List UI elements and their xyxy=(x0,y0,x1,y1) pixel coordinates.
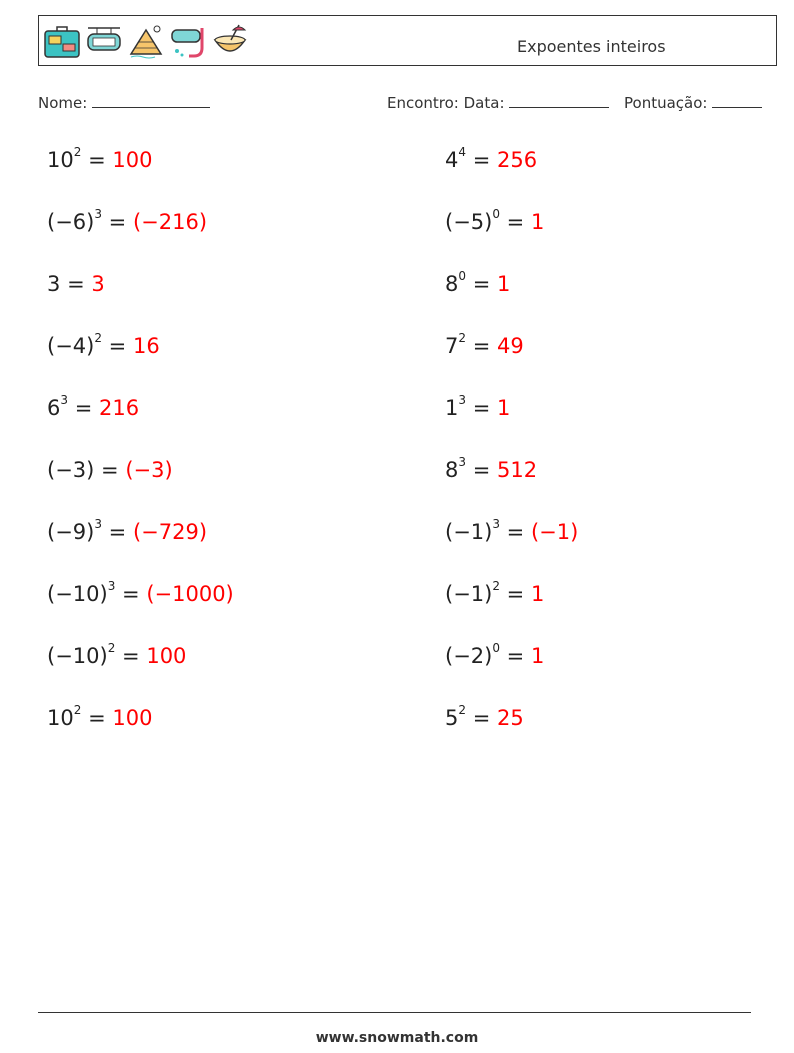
problem-base: 10 xyxy=(47,148,74,172)
problem-base: 6 xyxy=(47,396,61,420)
worksheet-title: Expoentes inteiros xyxy=(517,37,666,56)
problem-answer: 100 xyxy=(112,706,153,730)
problem-base: (−6) xyxy=(47,210,95,234)
header-icons xyxy=(43,22,249,60)
problem-answer: 1 xyxy=(530,644,545,668)
problem-answer: 16 xyxy=(132,334,160,358)
problem-answer: 216 xyxy=(99,396,140,420)
name-blank[interactable] xyxy=(92,93,210,108)
problem-item xyxy=(47,331,160,358)
problem-answer: 100 xyxy=(146,644,187,668)
footer-url: www.snowmath.com xyxy=(315,1030,479,1046)
problem-answer: (−3) xyxy=(125,458,173,482)
problem-base: (−10) xyxy=(47,644,108,668)
equals-sign: = xyxy=(472,272,491,296)
header-box xyxy=(38,15,777,66)
problem-item xyxy=(445,703,524,730)
equals-sign: = xyxy=(472,706,491,730)
problem-base: (−9) xyxy=(47,520,95,544)
problem-base: 4 xyxy=(445,148,459,172)
problem-item xyxy=(445,145,538,172)
problem-exponent: 0 xyxy=(458,269,467,283)
footer-divider xyxy=(38,1012,751,1013)
problem-exponent: 3 xyxy=(60,393,69,407)
problem-base: (−10) xyxy=(47,582,108,606)
problem-exponent: 3 xyxy=(94,517,102,531)
equals-sign: = xyxy=(506,520,525,544)
equals-sign: = xyxy=(472,148,491,172)
problem-answer: 1 xyxy=(530,210,545,234)
snorkel-icon xyxy=(169,22,207,60)
problem-item xyxy=(445,517,579,544)
score-label: Pontuação: xyxy=(624,94,708,112)
equals-sign: = xyxy=(472,396,491,420)
problem-item xyxy=(445,579,545,606)
equals-sign: = xyxy=(506,582,525,606)
suitcase-icon xyxy=(43,22,81,60)
equals-sign: = xyxy=(122,582,140,606)
problem-answer: (−1) xyxy=(530,520,579,544)
equals-sign: = xyxy=(74,396,93,420)
problem-exponent: 3 xyxy=(492,517,500,531)
pyramid-icon xyxy=(127,22,165,60)
problem-base: (−5) xyxy=(445,210,493,234)
equals-sign: = xyxy=(101,458,119,482)
problem-base: 8 xyxy=(445,272,459,296)
problem-item xyxy=(47,458,173,482)
problem-answer: (−729) xyxy=(132,520,208,544)
problem-exponent: 2 xyxy=(94,331,102,345)
score-field xyxy=(624,93,762,112)
problem-exponent: 2 xyxy=(458,331,467,345)
problem-item xyxy=(47,641,187,668)
problem-answer: 512 xyxy=(497,458,538,482)
problem-exponent: 0 xyxy=(492,641,500,655)
problem-exponent: 3 xyxy=(94,207,102,221)
name-field xyxy=(38,93,210,112)
problem-answer: 1 xyxy=(530,582,545,606)
problem-item xyxy=(47,393,140,420)
problem-answer: (−1000) xyxy=(146,582,234,606)
problem-item xyxy=(47,517,208,544)
coconut-drink-icon xyxy=(211,22,249,60)
problem-base: 1 xyxy=(445,396,459,420)
equals-sign: = xyxy=(506,210,525,234)
problem-answer: 100 xyxy=(112,148,153,172)
equals-sign: = xyxy=(472,458,491,482)
problem-exponent: 2 xyxy=(73,703,82,717)
problem-answer: 3 xyxy=(91,272,105,296)
problem-answer: (−216) xyxy=(132,210,208,234)
problem-answer: 256 xyxy=(497,148,538,172)
problem-base: 10 xyxy=(47,706,74,730)
problem-item xyxy=(47,207,208,234)
equals-sign: = xyxy=(108,334,127,358)
problem-item xyxy=(47,579,234,606)
meeting-date-label: Encontro: Data: xyxy=(387,94,505,112)
problem-item xyxy=(445,641,545,668)
problem-exponent: 4 xyxy=(458,145,467,159)
problem-answer: 49 xyxy=(497,334,524,358)
problem-item xyxy=(445,331,524,358)
problem-base: (−3) xyxy=(47,458,95,482)
problem-item xyxy=(445,455,538,482)
problem-answer: 1 xyxy=(497,396,511,420)
equals-sign: = xyxy=(67,272,85,296)
problem-exponent: 3 xyxy=(458,455,467,469)
problem-base: 3 xyxy=(47,272,61,296)
problem-item xyxy=(47,145,153,172)
problem-base: (−1) xyxy=(445,582,493,606)
problem-exponent: 0 xyxy=(492,207,500,221)
equals-sign: = xyxy=(108,520,127,544)
problem-base: 7 xyxy=(445,334,459,358)
problem-exponent: 3 xyxy=(107,579,116,593)
problem-item xyxy=(47,272,105,296)
problem-item xyxy=(445,207,545,234)
problem-exponent: 2 xyxy=(107,641,116,655)
equals-sign: = xyxy=(108,210,127,234)
equals-sign: = xyxy=(122,644,140,668)
problem-base: (−1) xyxy=(445,520,493,544)
problem-exponent: 3 xyxy=(458,393,467,407)
meeting-date-field xyxy=(387,93,609,112)
problem-base: 5 xyxy=(445,706,459,730)
problem-exponent: 2 xyxy=(458,703,467,717)
problem-item xyxy=(445,393,511,420)
equals-sign: = xyxy=(506,644,525,668)
equals-sign: = xyxy=(472,334,491,358)
equals-sign: = xyxy=(88,706,106,730)
equals-sign: = xyxy=(88,148,106,172)
date-blank[interactable] xyxy=(509,93,609,108)
problem-item xyxy=(47,703,153,730)
problem-base: 8 xyxy=(445,458,459,482)
score-blank[interactable] xyxy=(712,93,762,108)
problem-base: (−2) xyxy=(445,644,493,668)
problem-item xyxy=(445,269,511,296)
problem-base: (−4) xyxy=(47,334,95,358)
problem-exponent: 2 xyxy=(492,579,500,593)
problem-exponent: 2 xyxy=(73,145,82,159)
hotel-sign-icon xyxy=(85,22,123,60)
name-label: Nome: xyxy=(38,94,88,112)
problem-answer: 25 xyxy=(497,706,524,730)
problem-answer: 1 xyxy=(497,272,511,296)
